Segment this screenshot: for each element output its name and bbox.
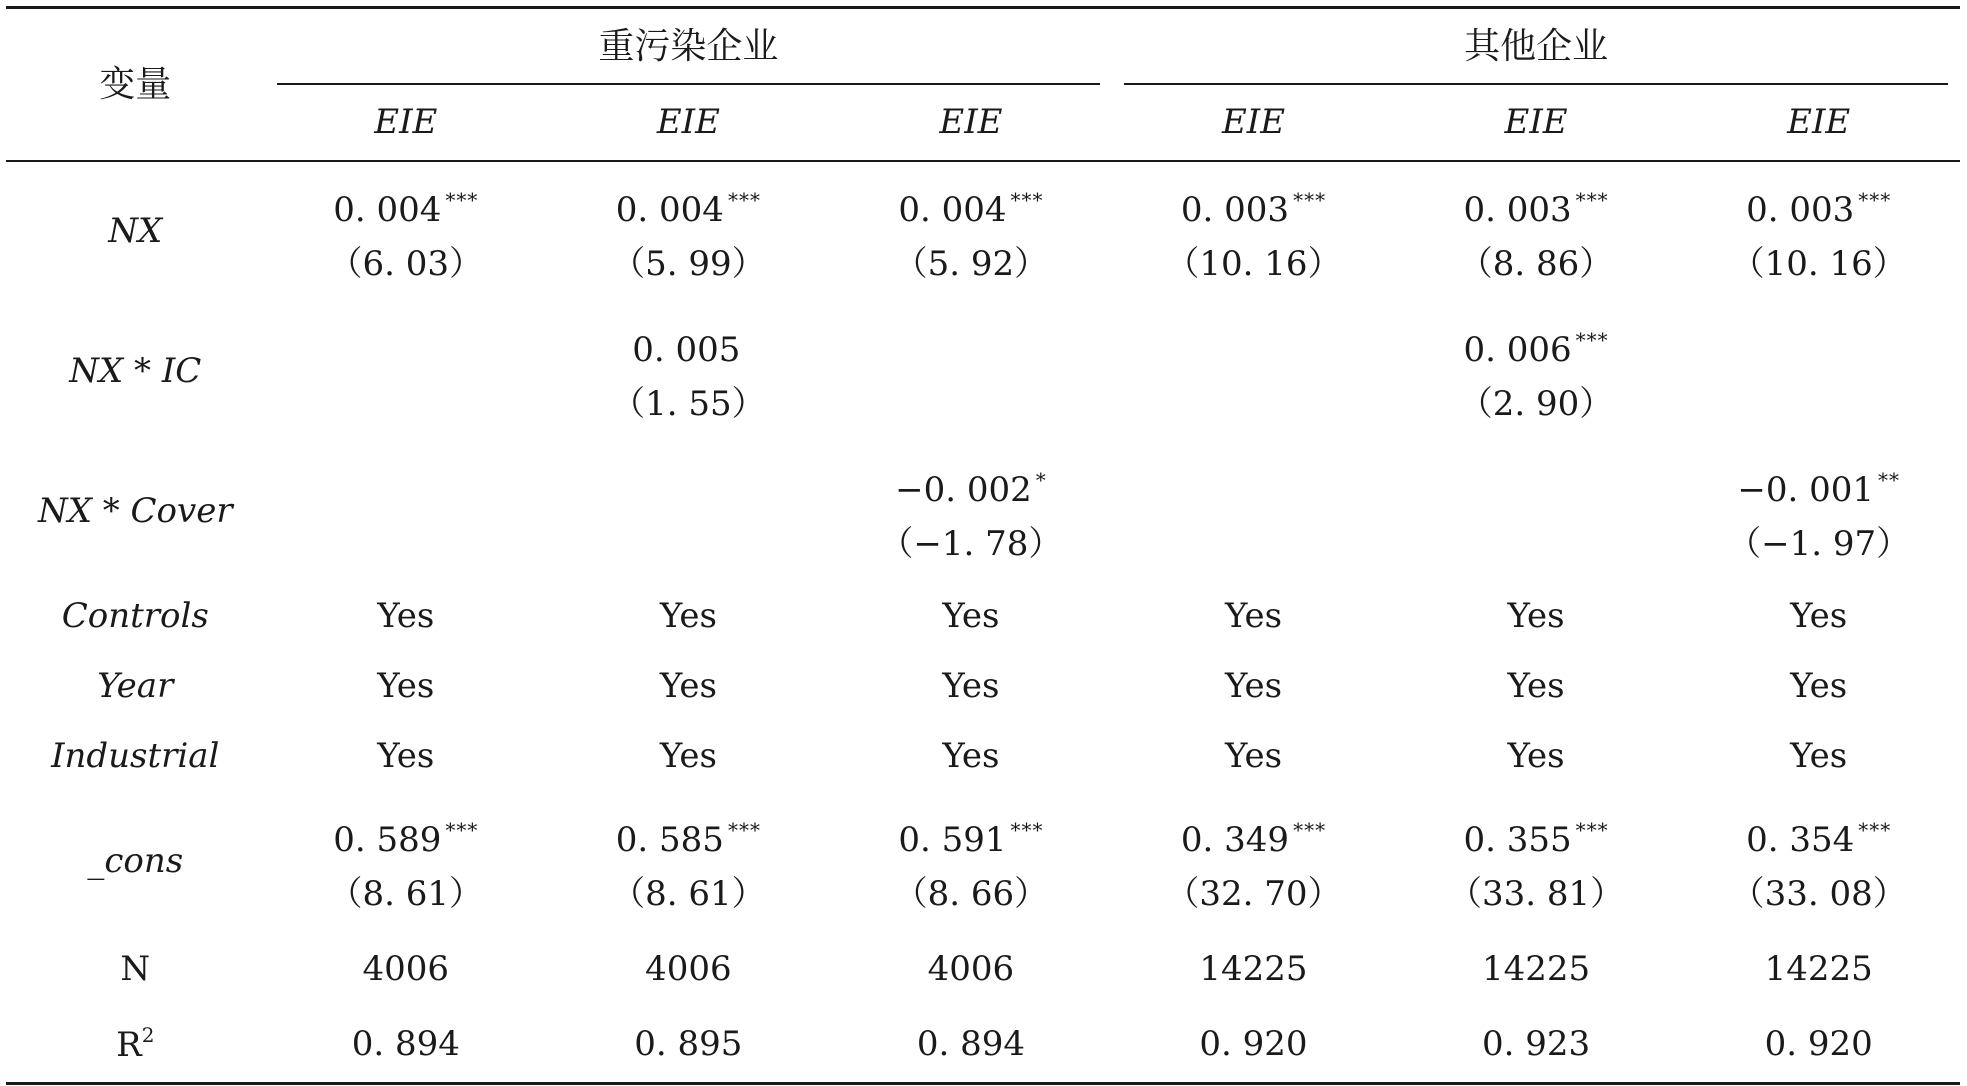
value-cell: Yes: [942, 736, 1000, 777]
value-cell: 4006: [645, 949, 732, 990]
coef-cell: [547, 302, 830, 442]
value-cell: Yes: [1790, 666, 1848, 707]
significance-stars: ***: [445, 818, 479, 842]
coef-line: [265, 173, 548, 237]
t-stat: （8. 61）: [328, 874, 484, 914]
coefficient: −0. 001: [1737, 470, 1874, 510]
value-cell: Yes: [1224, 666, 1283, 707]
table-row: [6, 792, 1960, 932]
coefficient: 0. 355: [1463, 820, 1572, 860]
coefficient: 0. 585: [615, 820, 724, 860]
coef-cell: [830, 302, 1113, 442]
value-cell: Yes: [942, 596, 1000, 637]
variable-name: _cons: [87, 841, 184, 882]
coef-line: [1677, 803, 1960, 867]
table-row: [6, 722, 1960, 792]
significance-stars: ***: [1010, 818, 1044, 842]
value-cell: 14225: [1199, 949, 1308, 990]
significance-stars: ***: [1010, 188, 1044, 212]
dependent-label: EIE: [1677, 85, 1960, 161]
value-cell: 0. 894: [265, 1008, 548, 1084]
coef-line: [830, 803, 1113, 867]
coef-line: [1395, 173, 1678, 237]
t-stat: （−1. 78）: [879, 524, 1063, 564]
coef-cell: [830, 161, 1113, 302]
significance-stars: ***: [1858, 188, 1892, 212]
t-stat: （32. 70）: [1165, 874, 1342, 914]
value-cell: Yes: [659, 736, 717, 777]
coef-line: [830, 453, 1113, 517]
coef-line: [1677, 340, 1960, 404]
r2-base: R: [116, 1025, 142, 1066]
group-header-heavy-pollution: [265, 8, 1113, 86]
dependent-label: EIE: [1112, 85, 1395, 161]
table-row: [6, 582, 1960, 652]
coef-line: [265, 340, 548, 404]
value-cell: 0. 920: [1677, 1008, 1960, 1084]
table-row: [6, 302, 1960, 442]
value-cell: Yes: [1790, 596, 1848, 637]
t-stat: （33. 81）: [1447, 874, 1625, 914]
value-cell: Yes: [659, 596, 717, 637]
t-stat: （5. 92）: [893, 244, 1049, 284]
coefficient: 0. 591: [898, 820, 1007, 860]
significance-stars: ***: [727, 188, 761, 212]
coef-line: [547, 480, 830, 544]
t-stat: （−1. 97）: [1727, 524, 1911, 564]
significance-stars: ***: [1575, 328, 1609, 352]
value-cell: 4006: [927, 949, 1015, 990]
coef-line: [265, 480, 548, 544]
coefficient: 0. 354: [1746, 820, 1855, 860]
coefficient: 0. 003: [1746, 190, 1855, 230]
value-cell: 0. 920: [1112, 1008, 1395, 1084]
value-cell: Yes: [1224, 736, 1283, 777]
t-stat: （6. 03）: [328, 244, 484, 284]
value-cell: Yes: [1507, 736, 1565, 777]
coef-cell: [1112, 302, 1395, 442]
regression-table: [6, 6, 1960, 1085]
coef-cell: [547, 792, 830, 932]
coefficient: 0. 349: [1180, 820, 1290, 860]
variable-name: N: [120, 949, 151, 990]
coefficient: 0. 006: [1463, 330, 1572, 370]
table-row: [6, 442, 1960, 582]
table-row: [6, 932, 1960, 1008]
dependent-label: EIE: [547, 85, 830, 161]
coefficient: 0. 003: [1463, 190, 1572, 230]
significance-stars: ***: [1293, 818, 1327, 842]
significance-stars: ***: [1575, 188, 1609, 212]
significance-stars: **: [1877, 468, 1900, 492]
coef-line: [547, 173, 830, 237]
variable-name: [6, 1008, 265, 1084]
t-stat: （1. 55）: [611, 384, 766, 424]
value-cell: Yes: [1507, 596, 1565, 637]
coef-line: [547, 803, 830, 867]
variable-name: NX: [108, 211, 163, 252]
group-header-row: [6, 8, 1960, 86]
significance-stars: ***: [1858, 818, 1892, 842]
coef-cell: [265, 792, 548, 932]
dependent-label: EIE: [1395, 85, 1678, 161]
t-stat: （8. 66）: [893, 874, 1049, 914]
coef-cell: [265, 442, 548, 582]
variable-name: Year: [97, 666, 174, 707]
group-label: 重污染企业: [598, 26, 779, 68]
value-cell: Yes: [1507, 666, 1565, 707]
coef-cell: [1677, 442, 1960, 582]
value-cell: Yes: [377, 596, 435, 637]
coefficient: 0. 003: [1180, 190, 1290, 230]
coef-line: [1395, 803, 1678, 867]
t-stat: （2. 90）: [1458, 384, 1614, 424]
coef-line: [1677, 173, 1960, 237]
value-cell: 4006: [362, 949, 450, 990]
value-cell: 14225: [1481, 949, 1591, 990]
coef-line: [1395, 313, 1678, 377]
coef-cell: [1112, 161, 1395, 302]
value-cell: 0. 894: [830, 1008, 1113, 1084]
coefficient: 0. 004: [898, 190, 1007, 230]
group-underline: [277, 83, 1101, 85]
t-stat: （33. 08）: [1730, 874, 1907, 914]
significance-stars: ***: [1293, 188, 1327, 212]
dependent-label: EIE: [830, 85, 1113, 161]
value-cell: Yes: [942, 666, 1000, 707]
coef-line: [1395, 480, 1678, 544]
t-stat: （5. 99）: [611, 244, 766, 284]
variable-name: NX * IC: [69, 351, 202, 392]
coefficient: −0. 002: [895, 470, 1032, 510]
variable-name: Industrial: [51, 736, 220, 777]
significance-stars: *: [1035, 468, 1047, 492]
coef-cell: [830, 442, 1113, 582]
coef-cell: [1677, 302, 1960, 442]
value-cell: 14225: [1764, 949, 1873, 990]
coefficient: 0. 589: [333, 820, 442, 860]
coef-cell: [1395, 792, 1678, 932]
table-row: [6, 161, 1960, 302]
coef-cell: [1395, 442, 1678, 582]
t-stat: （8. 61）: [611, 874, 766, 914]
variable-name: Controls: [61, 596, 209, 637]
coef-line: [547, 313, 830, 377]
value-cell: Yes: [1224, 596, 1283, 637]
dependent-header-row: [6, 85, 1960, 161]
group-header-other: [1112, 8, 1960, 86]
value-cell: Yes: [659, 666, 717, 707]
coef-line: [1112, 340, 1395, 404]
coef-cell: [265, 302, 548, 442]
variable-header: 变量: [6, 8, 265, 162]
r2-superscript: 2: [141, 1023, 155, 1048]
coef-cell: [1395, 302, 1678, 442]
coef-line: [1677, 453, 1960, 517]
coef-line: [1112, 173, 1395, 237]
coef-cell: [265, 161, 548, 302]
value-cell: Yes: [377, 736, 435, 777]
coef-line: [1112, 803, 1395, 867]
table-row: [6, 1008, 1960, 1084]
dependent-label: EIE: [265, 85, 548, 161]
coef-cell: [547, 442, 830, 582]
group-label: 其他企业: [1464, 26, 1609, 68]
value-cell: Yes: [377, 666, 435, 707]
coef-cell: [1112, 442, 1395, 582]
coef-line: [830, 173, 1113, 237]
coefficient: 0. 005: [632, 330, 741, 370]
significance-stars: ***: [1575, 818, 1609, 842]
coef-cell: [1112, 792, 1395, 932]
coef-line: [830, 340, 1113, 404]
table-row: [6, 652, 1960, 722]
value-cell: 0. 923: [1395, 1008, 1678, 1084]
value-cell: 0. 895: [547, 1008, 830, 1084]
significance-stars: ***: [727, 818, 761, 842]
value-cell: Yes: [1790, 736, 1848, 777]
coefficient: 0. 004: [615, 190, 724, 230]
coef-cell: [547, 161, 830, 302]
t-stat: （8. 86）: [1458, 244, 1614, 284]
coef-cell: [1677, 792, 1960, 932]
significance-stars: ***: [445, 188, 479, 212]
coef-line: [265, 803, 548, 867]
coef-cell: [830, 792, 1113, 932]
group-underline: [1124, 83, 1948, 85]
coef-cell: [1677, 161, 1960, 302]
coef-line: [1112, 480, 1395, 544]
coef-cell: [1395, 161, 1678, 302]
variable-name: NX * Cover: [37, 491, 233, 532]
t-stat: （10. 16）: [1730, 244, 1907, 284]
coefficient: 0. 004: [333, 190, 442, 230]
t-stat: （10. 16）: [1165, 244, 1342, 284]
